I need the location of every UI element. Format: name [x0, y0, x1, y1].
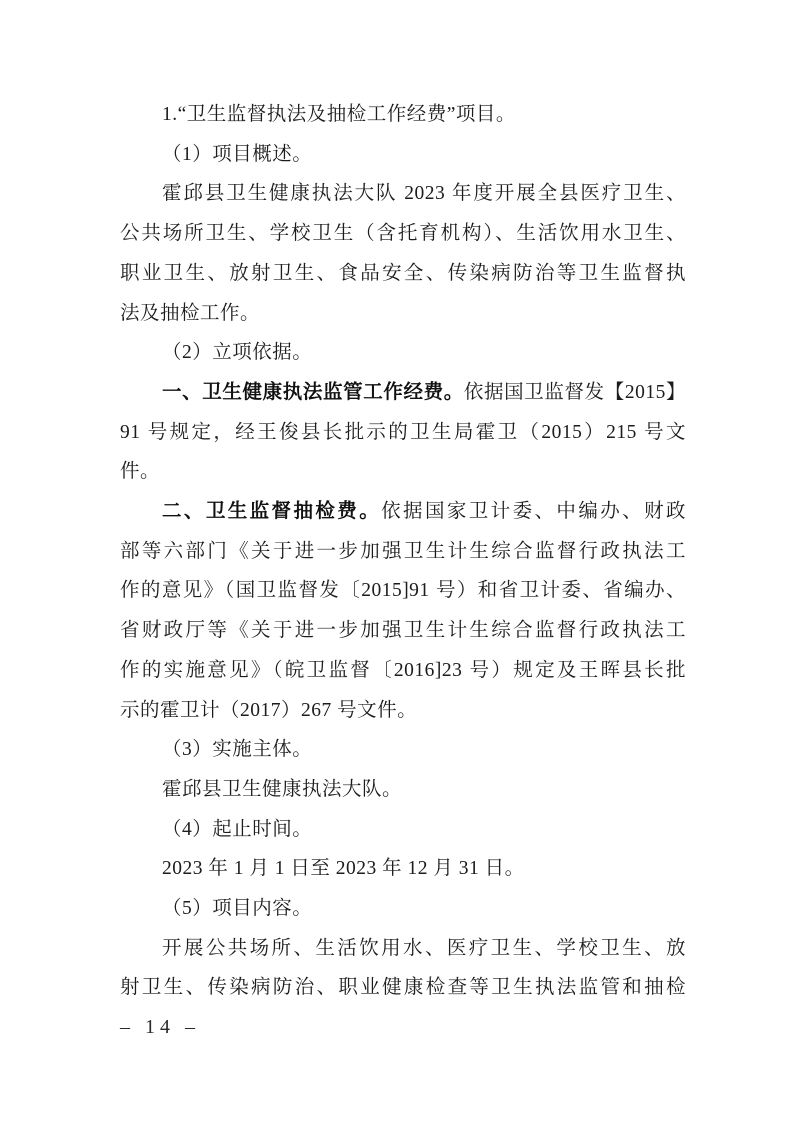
bold-heading: 二、卫生监督抽检费。: [162, 501, 382, 523]
text-line: 2023 年 1 月 1 日至 2023 年 12 月 31 日。: [162, 858, 525, 880]
text-line: 射卫生、传染病防治、职业健康检查等卫生执法监管和抽检: [120, 977, 686, 999]
text-line: 霍邱县卫生健康执法大队。: [162, 778, 403, 800]
text-line: 一、卫生健康执法监管工作经费。依据国卫监督发【2015】: [162, 381, 686, 403]
text-line: 示的霍卫计（2017）267 号文件。: [120, 699, 418, 721]
text-line: （3）实施主体。: [162, 739, 313, 761]
text-line: 91 号规定，经王俊县长批示的卫生局霍卫（2015）215 号文: [120, 421, 686, 443]
text-line: （1）项目概述。: [162, 143, 313, 165]
text-line: 件。: [120, 461, 161, 483]
text-line: 作的实施意见》（皖卫监督〔2016]23 号）规定及王晖县长批: [120, 659, 686, 681]
text-line: 开展公共场所、生活饮用水、医疗卫生、学校卫生、放: [162, 937, 686, 959]
text-line: 省财政厅等《关于进一步加强卫生计生综合监督行政执法工: [120, 620, 686, 642]
text-line: 1.“卫生监督执法及抽检工作经费”项目。: [162, 104, 516, 125]
bold-heading: 一、卫生健康执法监管工作经费。: [162, 381, 464, 403]
text-line: 法及抽检工作。: [120, 302, 261, 324]
text-line: （2）立项依据。: [162, 342, 313, 364]
page-footer: [120, 1014, 200, 1040]
text-line: 公共场所卫生、学校卫生（含托育机构）、生活饮用水卫生、: [120, 223, 686, 245]
text-line: （5）项目内容。: [162, 898, 313, 920]
text-line: 霍邱县卫生健康执法大队 2023 年度开展全县医疗卫生、: [162, 183, 686, 205]
page-number: – 14 –: [120, 1016, 200, 1038]
text-line: 作的意见》（国卫监督发〔2015]91 号）和省卫计委、省编办、: [120, 580, 686, 602]
text-line: 二、卫生监督抽检费。依据国家卫计委、中编办、财政: [162, 501, 686, 523]
document-body: [120, 95, 686, 1008]
text-line: 职业卫生、放射卫生、食品安全、传染病防治等卫生监督执: [120, 262, 686, 284]
text-line: （4）起止时间。: [162, 818, 313, 840]
text-line: 部等六部门《关于进一步加强卫生计生综合监督行政执法工: [120, 540, 686, 562]
